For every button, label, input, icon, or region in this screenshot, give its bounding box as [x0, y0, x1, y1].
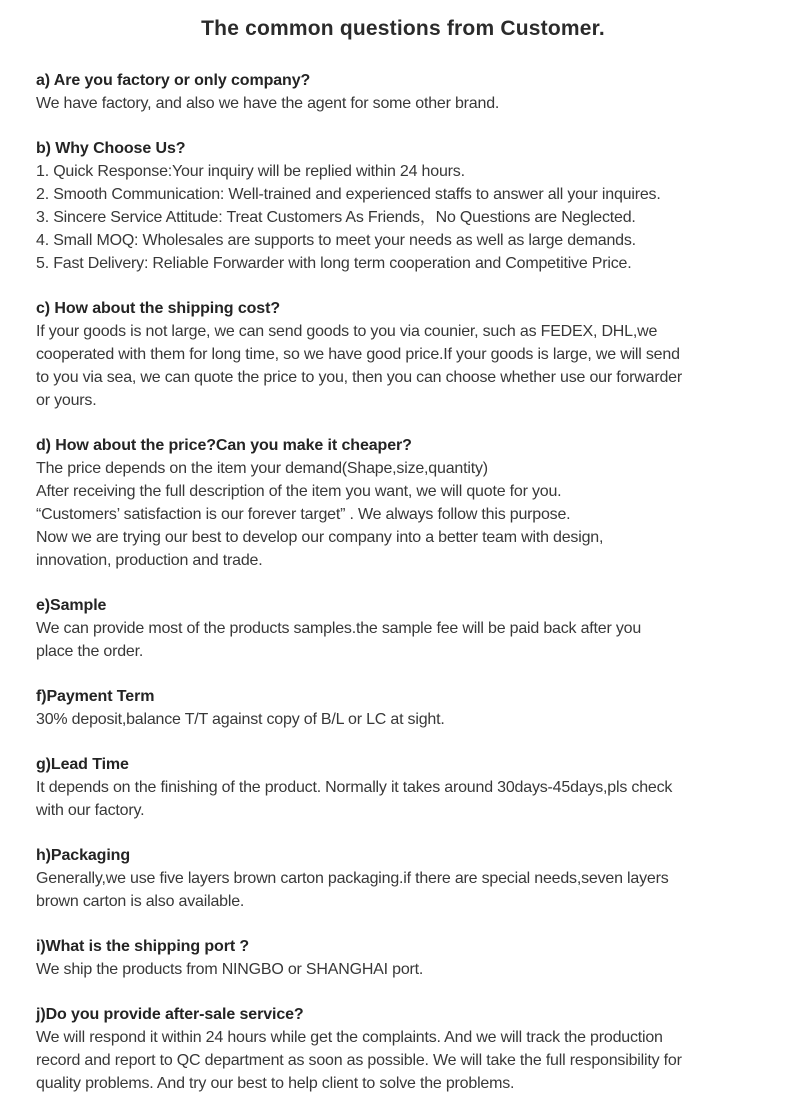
- answer-line: record and report to QC department as soon as possible. We will take the full responsibility for: [36, 1052, 682, 1069]
- answer-line: We can provide most of the products samples.the sample fee will be paid back after you: [36, 620, 642, 637]
- question-heading: j)Do you provide after-sale service?: [36, 1006, 304, 1023]
- answer-line: or yours.: [36, 392, 97, 409]
- answer-line: cooperated with them for long time, so we have good price.If your goods is large, we will send: [36, 346, 680, 363]
- question-heading: g)Lead Time: [36, 756, 129, 773]
- faq-section-why-choose-us: [36, 137, 770, 275]
- answer-line: 4. Small MOQ: Wholesales are supports to meet your needs as well as large demands.: [36, 232, 636, 249]
- answer-line: to you via sea, we can quote the price to you, then you can choose whether use our forwarder: [36, 369, 682, 386]
- answer-line: It depends on the finishing of the product. Normally it takes around 30days-45days,pls check: [36, 779, 673, 796]
- page-title: The common questions from Customer.: [201, 17, 605, 40]
- answer-line: “Customers’ satisfaction is our forever target” . We always follow this purpose.: [36, 506, 571, 523]
- answer-line: Generally,we use five layers brown carton packaging.if there are special needs,seven layers: [36, 870, 669, 887]
- faq-section-factory-or-company: [36, 69, 770, 115]
- answer-line: We ship the products from NINGBO or SHANGHAI port.: [36, 961, 424, 978]
- answer-line: We have factory, and also we have the agent for some other brand.: [36, 95, 500, 112]
- faq-section-lead-time: [36, 753, 770, 822]
- question-heading: h)Packaging: [36, 847, 131, 864]
- question-heading: a) Are you factory or only company?: [36, 72, 311, 89]
- question-heading: f)Payment Term: [36, 688, 155, 705]
- faq-section-after-sale-service: [36, 1003, 770, 1095]
- answer-line: 3. Sincere Service Attitude: Treat Customers As Friends，No Questions are Neglected.: [36, 209, 636, 226]
- question-heading: d) How about the price?Can you make it cheaper?: [36, 437, 412, 454]
- answer-line: innovation, production and trade.: [36, 552, 263, 569]
- question-heading: b) Why Choose Us?: [36, 140, 186, 157]
- faq-section-shipping-cost: [36, 297, 770, 412]
- answer-line: If your goods is not large, we can send goods to you via counier, such as FEDEX, DHL,we: [36, 323, 658, 340]
- answer-line: with our factory.: [36, 802, 145, 819]
- answer-line: After receiving the full description of the item you want, we will quote for you.: [36, 483, 562, 500]
- answer-line: We will respond it within 24 hours while get the complaints. And we will track the production: [36, 1029, 663, 1046]
- answer-line: The price depends on the item your demand(Shape,size,quantity): [36, 460, 488, 477]
- faq-section-price: [36, 434, 770, 572]
- answer-line: 2. Smooth Communication: Well-trained and experienced staffs to answer all your inquires.: [36, 186, 661, 203]
- question-heading: i)What is the shipping port ?: [36, 938, 250, 955]
- faq-section-packaging: [36, 844, 770, 913]
- question-heading: c) How about the shipping cost?: [36, 300, 281, 317]
- faq-section-payment-term: [36, 685, 770, 731]
- answer-line: place the order.: [36, 643, 144, 660]
- answer-line: 1. Quick Response:Your inquiry will be replied within 24 hours.: [36, 163, 465, 180]
- answer-line: Now we are trying our best to develop our company into a better team with design,: [36, 529, 604, 546]
- faq-section-shipping-port: [36, 935, 770, 981]
- answer-line: quality problems. And try our best to help client to solve the problems.: [36, 1075, 515, 1092]
- answer-line: brown carton is also available.: [36, 893, 245, 910]
- faq-section-sample: [36, 594, 770, 663]
- answer-line: 30% deposit,balance T/T against copy of B/L or LC at sight.: [36, 711, 445, 728]
- question-heading: e)Sample: [36, 597, 107, 614]
- answer-line: 5. Fast Delivery: Reliable Forwarder with long term cooperation and Competitive Price.: [36, 255, 632, 272]
